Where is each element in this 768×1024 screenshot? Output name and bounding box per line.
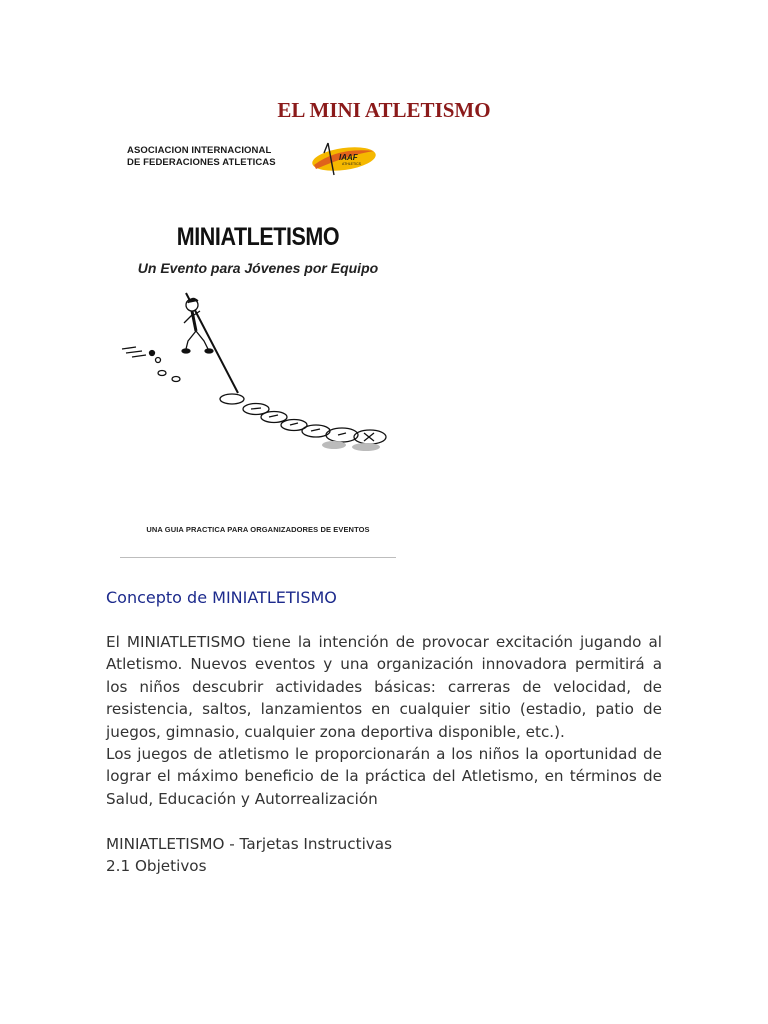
organization-name [127,145,276,169]
paragraph-intro: El MINIATLETISMO tiene la intención de provocar excitación jugando al Atletismo. Nuevos eventos y una organización innovadora permitirá a los niños descubrir actividades básicas: carreras de velocidad, de resistencia, saltos, lanzamientos en cualquier sitio (estadio, patio de juegos, gimnasio, cualquier zona deportiva disponible, etc.). [106,633,662,741]
spacer [106,810,662,832]
line-objectives: 2.1 Objetivos [106,857,207,876]
line-instruction-cards: MINIATLETISMO - Tarjetas Instructivas [106,834,393,853]
guide-text: UNA GUIA PRACTICA PARA ORGANIZADORES DE EVENTOS [146,525,370,534]
cover-image [116,133,400,563]
body-text [106,631,662,877]
org-name-line1: ASOCIACION INTERNACIONAL [127,145,272,156]
section-heading: Concepto de MINIATLETISMO [106,588,337,607]
logo-subtext: ATHLETICS [342,162,361,166]
book-subtitle: Un Evento para Jóvenes por Equipo [137,260,379,276]
org-name-line2: DE FEDERACIONES ATLETICAS [127,157,276,168]
iaaf-logo-icon [308,137,380,179]
page-title: EL MINI ATLETISMO [277,98,491,122]
pole-vault-illustration [116,283,400,463]
logo-text: IAAF [339,153,358,162]
cover-divider [120,557,396,558]
paragraph-benefits: Los juegos de atletismo le proporcionarán a los niños la oportunidad de lograr el máximo beneficio de la práctica del Atletismo, en términos de Salud, Educación y Autorrealización [106,745,662,808]
book-title: MINIATLETISMO [176,223,340,251]
